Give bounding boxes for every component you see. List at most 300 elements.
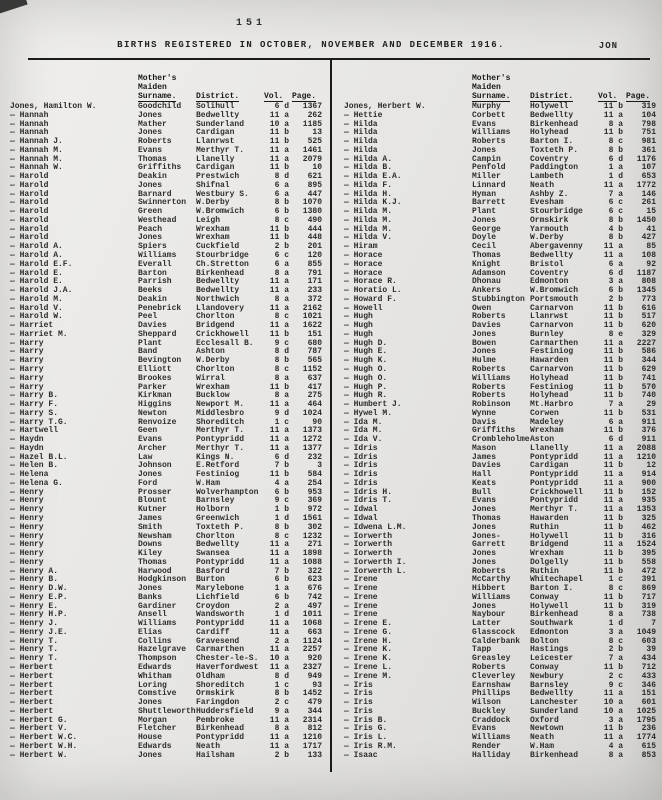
- cell-surname: House: [138, 733, 163, 743]
- cell-name: — Irene M.: [344, 671, 393, 681]
- cell-name: — Henry: [10, 496, 44, 506]
- cell-district: W.Ham: [196, 478, 221, 488]
- cell-surname: Hibbert: [472, 584, 506, 594]
- cell-name: — Henry: [10, 540, 44, 550]
- cell-district: Pontypridd: [196, 733, 245, 743]
- cell-vol: 11 b: [603, 364, 623, 374]
- cell-district: Cardiff: [196, 627, 230, 637]
- cell-vol: 11 a: [269, 741, 289, 751]
- cell-name: — Hannah J.: [10, 137, 63, 147]
- cell-surname: Peel: [138, 312, 158, 322]
- cell-name: — Henry T.: [10, 654, 59, 664]
- cell-name: — Hugh O.: [344, 373, 388, 383]
- vol-header: Vol.: [598, 92, 618, 101]
- cell-district: Wandsworth: [196, 610, 245, 620]
- cell-name: — Idris: [344, 443, 378, 453]
- cell-vol: 11 b: [269, 224, 289, 234]
- cell-district: Birkenhead: [196, 268, 245, 278]
- cell-page: 1049: [636, 627, 656, 637]
- cell-district: Ashby Z.: [530, 189, 569, 199]
- cell-name: — Iris B.: [344, 715, 388, 725]
- cell-vol: 6 b: [608, 286, 623, 296]
- cell-district: Birkenhead: [530, 119, 579, 129]
- cell-vol: 8 e: [608, 329, 623, 339]
- cell-name: — Henry T.: [10, 636, 59, 646]
- cell-vol: 4 a: [608, 741, 623, 751]
- cell-page: 911: [641, 417, 656, 427]
- cell-vol: 8 c: [608, 584, 623, 594]
- cell-name: — Hilda E.A.: [344, 172, 402, 182]
- cell-name: Jones, Hamilton W.: [10, 102, 97, 111]
- maiden-header-line1: Mother's: [138, 74, 177, 83]
- cell-vol: 8 a: [608, 610, 623, 620]
- cell-page: 798: [641, 119, 656, 129]
- cell-district: Shifnal: [196, 180, 230, 190]
- cell-name: — Henry B.: [10, 575, 59, 585]
- cell-surname: Render: [472, 741, 501, 751]
- cell-district: Merthyr T.: [196, 426, 245, 436]
- cell-surname: Buckley: [472, 706, 506, 716]
- cell-vol: 6 a: [274, 189, 289, 199]
- cell-vol: 2 a: [274, 601, 289, 611]
- cell-surname: Evans: [472, 496, 497, 506]
- cell-page: 107: [641, 163, 656, 173]
- cell-vol: 11 b: [269, 382, 289, 392]
- cell-vol: 4 a: [274, 478, 289, 488]
- cell-page: 653: [641, 172, 656, 182]
- cell-name: — Herbert: [10, 698, 54, 708]
- cell-name: — Ida M.: [344, 417, 383, 427]
- cell-page: 2327: [302, 663, 322, 672]
- cell-name: — Harold: [10, 233, 49, 243]
- cell-name: — Henry D.W.: [10, 584, 68, 594]
- cell-vol: 11 a: [603, 180, 623, 190]
- cell-name: — Harold: [10, 207, 49, 217]
- cell-surname: Band: [138, 347, 158, 357]
- cell-district: Madeley: [530, 417, 564, 427]
- cell-surname: Higgins: [138, 400, 172, 410]
- cell-page: 680: [307, 338, 322, 348]
- cell-district: Cuckfield: [196, 242, 240, 252]
- cell-vol: 8 d: [274, 172, 289, 182]
- maiden-header-line3: Surname.: [138, 92, 177, 101]
- cell-district: Leicester: [530, 654, 574, 664]
- cell-page: 171: [307, 277, 322, 287]
- cell-page: 271: [307, 540, 322, 550]
- cell-district: Ch.Stretton: [196, 259, 249, 269]
- cell-district: Faringdon: [196, 698, 240, 708]
- cell-page: 1622: [302, 321, 322, 331]
- cell-surname: Prosser: [138, 487, 172, 497]
- cell-vol: 8 b: [608, 215, 623, 225]
- cell-district: Cardigan: [196, 163, 235, 173]
- cell-surname: Corbett: [472, 110, 506, 120]
- cell-district: Festiniog: [530, 382, 574, 392]
- maiden-surname-header: [138, 74, 196, 102]
- cell-name: — Harold: [10, 224, 49, 234]
- cell-page: 525: [307, 137, 322, 147]
- cell-page: 1345: [636, 286, 656, 296]
- cell-page: 517: [641, 312, 656, 322]
- cell-name: — Harold J.A.: [10, 286, 73, 296]
- cell-page: 232: [307, 452, 322, 462]
- cell-vol: 1 d: [274, 610, 289, 620]
- cell-district: E.Retford: [196, 461, 240, 471]
- cell-district: Newtown: [530, 724, 564, 734]
- cell-vol: 8 a: [608, 119, 623, 129]
- cell-page: 621: [307, 172, 322, 182]
- cell-name: — Herbert: [10, 680, 54, 690]
- cell-district: Barnsley: [530, 680, 569, 690]
- cell-name: — Hywel M.: [344, 408, 393, 418]
- cell-surname: Beeks: [138, 286, 163, 296]
- cell-surname: Halliday: [472, 750, 511, 760]
- cell-page: 586: [641, 347, 656, 357]
- cell-vol: 11 b: [603, 549, 623, 559]
- cell-name: — Harry: [10, 382, 44, 392]
- cell-surname: Westhead: [138, 215, 177, 225]
- cell-surname: Penebrick: [138, 303, 182, 313]
- cell-district: Carmarthen: [196, 645, 245, 655]
- cell-page: 1561: [302, 513, 322, 523]
- cell-surname: Jones: [472, 505, 497, 515]
- cell-name: — Ida M.: [344, 426, 383, 436]
- cell-page: 741: [641, 373, 656, 383]
- cell-vol: 8 a: [274, 391, 289, 401]
- cell-surname: Evans: [472, 724, 497, 734]
- cell-page: 1452: [302, 689, 322, 699]
- cell-district: Ormskirk: [196, 689, 235, 699]
- cell-vol: 11 a: [269, 627, 289, 637]
- cell-page: 434: [641, 654, 656, 664]
- cell-surname: Law: [138, 452, 153, 462]
- cell-district: Holywell: [530, 601, 569, 611]
- cell-surname: Owen: [472, 303, 492, 313]
- cell-name: — Idwena L.M.: [344, 522, 407, 532]
- cell-vol: 9 a: [274, 706, 289, 716]
- cell-district: Stourbridge: [530, 207, 583, 217]
- cell-surname: Barrett: [472, 198, 506, 208]
- cell-vol: 11 a: [269, 549, 289, 559]
- cell-district: Westbury S.: [196, 189, 249, 199]
- cell-vol: 8 a: [274, 724, 289, 734]
- cell-page: 2227: [636, 338, 656, 348]
- cell-name: — Idris: [344, 461, 378, 471]
- cell-surname: Roberts: [472, 663, 506, 672]
- cell-vol: 11 a: [269, 286, 289, 296]
- cell-page: 1088: [302, 557, 322, 567]
- cell-vol: 8 a: [608, 750, 623, 760]
- cell-vol: 11 a: [269, 443, 289, 453]
- cell-vol: 11 a: [603, 110, 623, 120]
- cell-name: — Herbert: [10, 671, 54, 681]
- cell-name: — Howard F.: [344, 294, 397, 304]
- cell-district: Crickhowell: [196, 329, 249, 339]
- cell-district: Conway: [530, 663, 559, 672]
- cell-district: Cardigan: [530, 461, 569, 471]
- cell-page: 565: [307, 356, 322, 366]
- cell-vol: 8 b: [274, 522, 289, 532]
- cell-name: — Idris T.: [344, 496, 393, 506]
- cell-district: Ruthin: [530, 522, 559, 532]
- cell-vol: 11 b: [603, 487, 623, 497]
- cell-page: 1367: [302, 102, 322, 111]
- cell-district: Evesham: [530, 198, 564, 208]
- cell-district: Carmarthen: [530, 338, 579, 348]
- cell-surname: Edwards: [138, 663, 172, 672]
- cell-vol: 8 c: [274, 531, 289, 541]
- cell-vol: 8 c: [274, 312, 289, 322]
- cell-name: — Irene: [344, 592, 378, 602]
- cell-vol: 8 d: [274, 671, 289, 681]
- cell-page: 623: [307, 575, 322, 585]
- cell-vol: 6 c: [274, 251, 289, 261]
- cell-name: — Harry: [10, 347, 44, 357]
- cell-vol: 11 a: [269, 733, 289, 743]
- cell-page: 751: [641, 128, 656, 138]
- cell-vol: 10 a: [269, 119, 289, 129]
- cell-district: Oldham: [196, 671, 225, 681]
- cell-name: — Henry E.: [10, 601, 59, 611]
- cell-district: Ecclesall B.: [196, 338, 254, 348]
- left-column: [0, 64, 330, 760]
- cell-surname: James: [472, 452, 497, 462]
- cell-vol: 6 d: [608, 435, 623, 445]
- cell-district: Basford: [196, 566, 230, 576]
- cell-district: Whitechapel: [530, 575, 583, 585]
- cell-page: 325: [641, 513, 656, 523]
- cell-vol: 11 b: [603, 566, 623, 576]
- cell-surname: Downs: [138, 540, 163, 550]
- cell-surname: Plant: [138, 338, 163, 348]
- cell-vol: 6 b: [274, 207, 289, 217]
- cell-page: 911: [641, 435, 656, 445]
- cell-name: — Irene G.: [344, 627, 393, 637]
- cell-page: 448: [307, 233, 322, 243]
- cell-surname: Everall: [138, 259, 172, 269]
- cell-page: 13: [312, 128, 322, 138]
- cell-district: Bridgend: [196, 321, 235, 331]
- cell-district: Llanrwst: [196, 137, 235, 147]
- cell-surname: Evans: [472, 119, 497, 129]
- cell-name: — Henry: [10, 531, 44, 541]
- cell-vol: 11 b: [269, 329, 289, 339]
- cell-surname: Williams: [472, 592, 511, 602]
- cell-vol: 11 b: [603, 382, 623, 392]
- cell-surname: Roberts: [472, 382, 506, 392]
- cell-page: 603: [641, 636, 656, 646]
- cell-name: — Irene: [344, 601, 378, 611]
- cell-vol: 1 a: [608, 163, 623, 173]
- cell-vol: 10 a: [603, 706, 623, 716]
- cell-surname: Jones: [472, 557, 497, 567]
- cell-name: — Hilda K.J.: [344, 198, 402, 208]
- cell-district: Croydon: [196, 601, 230, 611]
- cell-vol: 3 a: [608, 627, 623, 637]
- cell-district: Coventry: [530, 154, 569, 164]
- cell-surname: Roberts: [138, 137, 172, 147]
- district-header: District.: [196, 92, 240, 101]
- cell-district: Bedwellty: [196, 286, 240, 296]
- cell-page: 620: [641, 321, 656, 331]
- left-column-rows: [0, 103, 330, 760]
- cell-vol: 11 b: [269, 470, 289, 480]
- cell-page: 1353: [636, 505, 656, 515]
- cell-district: Carnarvon: [530, 321, 574, 331]
- cell-district: Chester-le-S.: [196, 654, 259, 664]
- cell-surname: Calderbank: [472, 636, 521, 646]
- cell-name: — Irene: [344, 575, 378, 585]
- cell-surname: Swinnerton: [138, 198, 187, 208]
- cell-page: 1380: [302, 207, 322, 217]
- cell-surname: Parrish: [138, 277, 172, 287]
- cell-surname: Tapp: [472, 645, 492, 655]
- cell-vol: 10 a: [603, 698, 623, 708]
- cell-page: 584: [307, 470, 322, 480]
- cell-vol: 7 b: [274, 566, 289, 576]
- cell-surname: Parker: [138, 382, 167, 392]
- cell-district: Pontypridd: [530, 496, 579, 506]
- page-title: BIRTHS REGISTERED IN OCTOBER, NOVEMBER AND DECEMBER 1916.: [117, 40, 505, 50]
- cell-name: — Hilda V.: [344, 233, 393, 243]
- cell-district: Solihull: [196, 102, 235, 111]
- cell-surname: George: [472, 224, 501, 234]
- cell-page: 629: [641, 364, 656, 374]
- cell-district: Bedwellty: [196, 110, 240, 120]
- cell-vol: 11 a: [269, 557, 289, 567]
- cell-district: Holyhead: [530, 391, 569, 401]
- cell-name: — Isaac: [344, 750, 378, 760]
- cell-vol: 6 a: [274, 259, 289, 269]
- cell-district: Merthyr T.: [530, 505, 579, 515]
- cell-name: — Henry H.P.: [10, 610, 68, 620]
- cell-surname: Johnson: [138, 461, 172, 471]
- table-row: [0, 752, 330, 761]
- cell-name: — Irene E.: [344, 619, 393, 629]
- cell-name: — Iris R.M.: [344, 741, 397, 751]
- cell-surname: Dhonau: [472, 277, 501, 287]
- cell-name: Jones, Herbert W.: [344, 102, 426, 111]
- cell-vol: 7 a: [608, 654, 623, 664]
- cell-vol: 11 b: [603, 321, 623, 331]
- cell-page: 447: [307, 189, 322, 199]
- page-header: Page.: [626, 92, 651, 101]
- cell-page: 417: [307, 382, 322, 392]
- cell-name: — Henry A.: [10, 566, 59, 576]
- cell-vol: 11 b: [603, 724, 623, 734]
- cell-vol: 9 c: [274, 496, 289, 506]
- maiden-header-line1: Mother's: [472, 74, 511, 83]
- cell-name: — Hilda M.: [344, 224, 393, 234]
- cell-name: — Helena G.: [10, 478, 63, 488]
- cell-surname: Deakin: [138, 172, 167, 182]
- cell-surname: Roberts: [472, 566, 506, 576]
- cell-vol: 11 a: [269, 145, 289, 155]
- cell-surname: Thomas: [472, 513, 501, 523]
- cell-name: — Iorwerth: [344, 531, 393, 541]
- cell-district: Hailsham: [196, 750, 235, 760]
- cell-name: — Herbert: [10, 706, 54, 716]
- cell-page: 391: [641, 575, 656, 585]
- cell-name: — Iris: [344, 680, 373, 690]
- cell-vol: 1 b: [274, 505, 289, 515]
- cell-vol: 11 b: [269, 233, 289, 243]
- cell-name: — Hannah: [10, 110, 49, 120]
- cell-name: — Harry F.: [10, 400, 59, 410]
- cell-page: 1795: [636, 715, 656, 725]
- cell-district: Barton I.: [530, 584, 574, 594]
- cell-name: — Henry J.E.: [10, 627, 68, 637]
- cell-name: — Hazel B.L.: [10, 452, 68, 462]
- cell-page: 152: [641, 487, 656, 497]
- cell-page: 1187: [636, 268, 656, 278]
- cell-page: 773: [641, 294, 656, 304]
- cell-district: Wrexham: [530, 549, 564, 559]
- cell-surname: Kiley: [138, 549, 163, 559]
- cell-page: 444: [307, 224, 322, 234]
- cell-surname: McCarthy: [472, 575, 511, 585]
- cell-surname: Bevington: [138, 356, 182, 366]
- cell-surname: Evans: [138, 435, 163, 445]
- cell-district: Kings N.: [196, 452, 235, 462]
- cell-name: — Helen B.: [10, 461, 59, 471]
- cell-page: 2314: [302, 715, 322, 725]
- cell-district: Chorlton: [196, 531, 235, 541]
- cell-surname: Mather: [138, 119, 167, 129]
- cell-page: 85: [646, 242, 656, 252]
- cell-name: — Iris: [344, 706, 373, 716]
- cell-page: 615: [641, 741, 656, 751]
- cell-surname: Naybour: [472, 610, 506, 620]
- cell-name: — Howell: [344, 303, 383, 313]
- cell-name: — Haydn: [10, 443, 44, 453]
- cell-district: Pontypridd: [196, 435, 245, 445]
- cell-district: Sunderland: [196, 119, 245, 129]
- cell-page: 41: [646, 224, 656, 234]
- cell-district: Newbury: [530, 671, 564, 681]
- cell-surname: Hall: [472, 470, 492, 480]
- cell-surname: Peach: [138, 224, 163, 234]
- cell-surname: Keats: [472, 478, 497, 488]
- cell-vol: 11 a: [603, 242, 623, 252]
- cell-vol: 3 a: [608, 715, 623, 725]
- cell-name: — Hugh P.: [344, 382, 388, 392]
- cell-page: 372: [307, 294, 322, 304]
- cell-page: 1524: [636, 540, 656, 550]
- cell-vol: 8 b: [274, 198, 289, 208]
- cell-page: 7: [651, 619, 656, 629]
- cell-name: — Harry: [10, 356, 44, 366]
- cell-name: — Hilda: [344, 137, 378, 147]
- cell-district: Pontypridd: [530, 470, 579, 480]
- cell-district: Edmonton: [530, 277, 569, 287]
- scan-corner-artifact: [0, 0, 28, 15]
- cell-page: 570: [641, 382, 656, 392]
- cell-name: — Harold: [10, 215, 49, 225]
- cell-vol: 6 d: [608, 268, 623, 278]
- cell-page: 329: [641, 329, 656, 339]
- cell-surname: Davies: [138, 321, 167, 331]
- cell-page: 738: [641, 610, 656, 620]
- cell-vol: 11 a: [603, 505, 623, 515]
- cell-surname: Knight: [472, 259, 501, 269]
- cell-vol: 11 b: [603, 513, 623, 523]
- cell-district: Newport M.: [196, 400, 245, 410]
- cell-vol: 11 b: [603, 426, 623, 436]
- cell-page: 616: [641, 303, 656, 313]
- cell-surname: Griffiths: [472, 426, 516, 436]
- cell-vol: 11 a: [603, 540, 623, 550]
